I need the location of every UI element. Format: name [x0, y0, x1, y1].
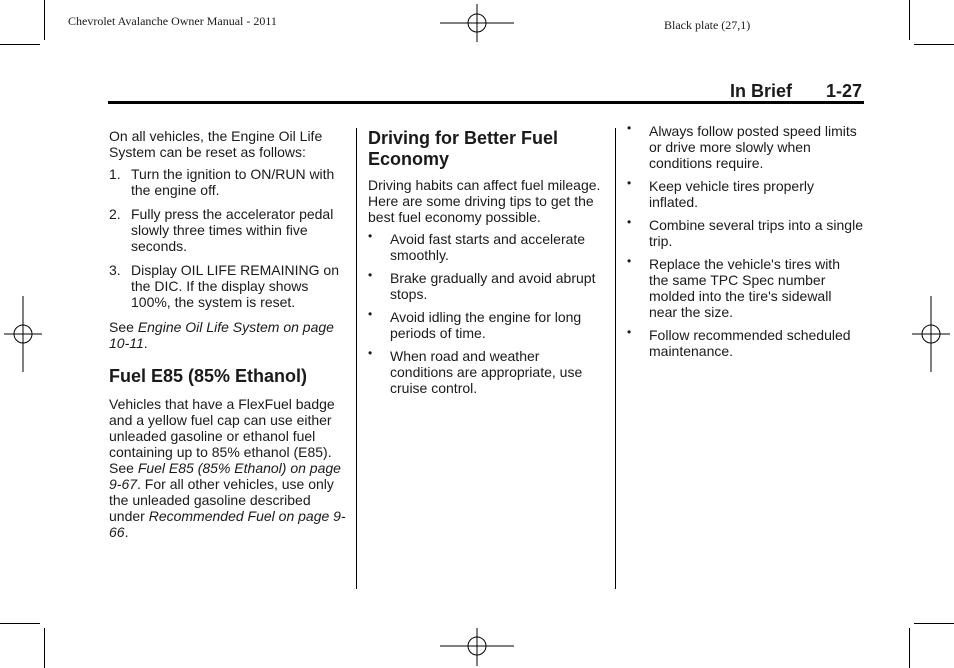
see-end: .	[143, 335, 148, 351]
list-item	[109, 166, 349, 198]
fuel-economy-tips-continued	[627, 123, 863, 359]
fuel-e85-text	[109, 396, 349, 540]
bullet-icon: •	[368, 307, 373, 321]
crop-mark	[44, 0, 45, 40]
tip-text: When road and weather conditions are appropriate, use cruise control.	[390, 348, 583, 396]
column-divider	[356, 128, 357, 589]
fuel-text: .	[124, 524, 129, 540]
list-item	[368, 270, 604, 302]
bullet-icon: •	[627, 215, 632, 229]
list-item	[627, 123, 863, 171]
bullet-icon: •	[627, 176, 632, 190]
column-2	[368, 128, 604, 396]
fuel-economy-heading: Driving for Better Fuel Economy	[368, 128, 559, 169]
bullet-icon: •	[368, 346, 373, 360]
print-header-title: Chevrolet Avalanche Owner Manual - 2011	[68, 14, 277, 28]
oil-life-intro: On all vehicles, the Engine Oil Life System can be reset as follows:	[109, 128, 323, 160]
tip-text: Always follow posted speed limits or drive more slowly when conditions require.	[649, 123, 857, 171]
column-1	[109, 128, 349, 540]
cross-reference-link[interactable]: Recommended Fuel on page 9-66	[109, 508, 346, 540]
print-header-plate: Black plate (27,1)	[664, 18, 751, 32]
registration-mark-icon	[440, 628, 514, 666]
column-3	[627, 123, 863, 359]
fuel-economy-tips	[368, 231, 604, 396]
crop-mark	[909, 628, 910, 668]
tip-text: Follow recommended scheduled maintenance.	[649, 327, 851, 359]
bullet-icon: •	[627, 121, 632, 135]
page-number: 1-27	[826, 81, 863, 101]
fuel-text: Vehicles that have a FlexFuel badge and a yellow fuel cap can use either unleaded gasoline or ethanol fuel containing up to 85% ethanol (E85). See	[109, 396, 335, 476]
tip-text: Brake gradually and avoid abrupt stops.	[390, 270, 596, 302]
step-text: Display OIL LIFE REMAINING on the DIC. If the display shows 100%, the system is reset.	[131, 262, 339, 310]
crop-mark	[0, 44, 40, 45]
registration-mark-icon	[440, 4, 514, 42]
tip-text: Avoid fast starts and accelerate smoothly.	[390, 231, 586, 263]
see-prefix: See	[109, 319, 138, 335]
bullet-icon: •	[627, 325, 632, 339]
cross-reference-link[interactable]: Fuel E85 (85% Ethanol) on page 9-67	[109, 460, 341, 492]
step-number: 3.	[109, 262, 121, 278]
tip-text: Combine several trips into a single trip.	[649, 217, 863, 249]
list-item	[368, 348, 604, 396]
list-item	[109, 206, 349, 254]
fuel-text: . For all other vehicles, use only the unleaded gasoline described under	[109, 476, 334, 524]
cross-reference-link[interactable]: Engine Oil Life System on page 10-11	[109, 319, 334, 351]
list-item	[368, 309, 604, 341]
step-text: Fully press the accelerator pedal slowly three times within five seconds.	[131, 206, 334, 254]
see-reference	[109, 319, 349, 351]
list-item	[627, 256, 863, 320]
step-number: 2.	[109, 206, 121, 222]
fuel-economy-intro: Driving habits can affect fuel mileage. Here are some driving tips to get the best fuel economy possible.	[368, 177, 601, 225]
tip-text: Avoid idling the engine for long periods of time.	[390, 309, 582, 341]
header-rule	[108, 101, 864, 104]
registration-mark-icon	[912, 296, 950, 372]
column-divider	[615, 128, 616, 589]
crop-mark	[44, 628, 45, 668]
bullet-icon: •	[368, 268, 373, 282]
section-title: In Brief	[730, 81, 793, 101]
bullet-icon: •	[368, 229, 373, 243]
list-item	[627, 178, 863, 210]
step-number: 1.	[109, 166, 121, 182]
crop-mark	[914, 44, 954, 45]
reset-steps	[109, 166, 349, 310]
list-item	[368, 231, 604, 263]
crop-mark	[909, 0, 910, 40]
list-item	[627, 217, 863, 249]
list-item	[109, 262, 349, 310]
step-text: Turn the ignition to ON/RUN with the engine off.	[131, 166, 335, 198]
crop-mark	[0, 623, 40, 624]
registration-mark-icon	[4, 296, 42, 372]
list-item	[627, 327, 863, 359]
tip-text: Replace the vehicle's tires with the same TPC Spec number molded into the tire's sidewall near the size.	[649, 256, 840, 320]
fuel-e85-heading: Fuel E85 (85% Ethanol)	[109, 366, 308, 386]
bullet-icon: •	[627, 254, 632, 268]
crop-mark	[914, 623, 954, 624]
tip-text: Keep vehicle tires properly inflated.	[649, 178, 814, 210]
